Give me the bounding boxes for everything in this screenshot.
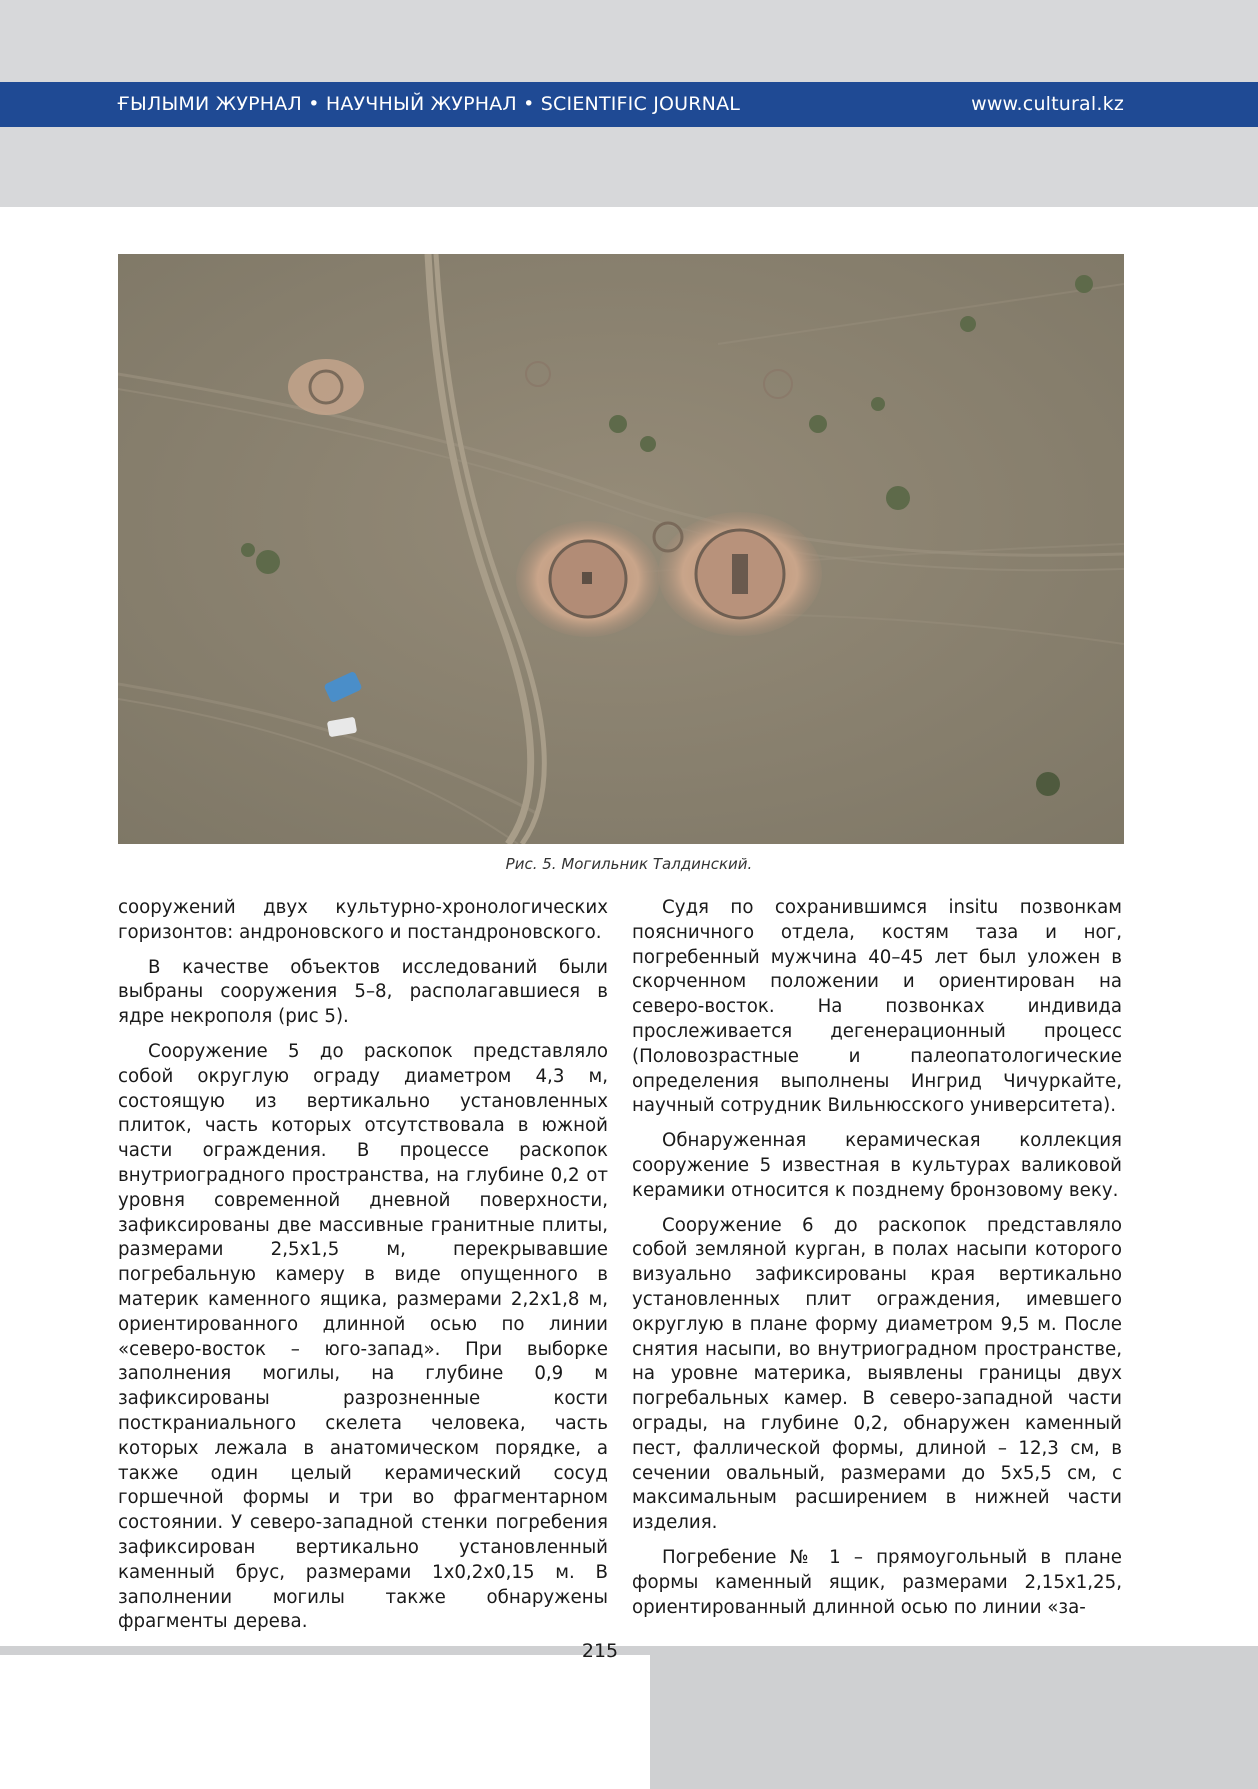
aerial-photo-figure — [118, 254, 1124, 844]
figure-caption: Рис. 5. Могильник Талдинский. — [505, 855, 753, 873]
page-number: 215 — [581, 1640, 619, 1662]
right-paragraph-1: Судя по сохранившимся insitu позвонкам поясничного отдела, костям таза и ног, погребенный мужчина 40–45 лет был уложен в скорченном положении и ориентирован на северо-восток. На позвонках индивида прослеживается дегенерационный процесс (Половозрастные и палеопатологические определения выполнены Ингрид Чичуркайте, научный сотрудник Вильнюсского университета). — [632, 897, 1122, 1117]
right-paragraph-4: Погребение № 1 – прямоугольный в плане формы каменный ящик, размерами 2,15х1,25, ориентированный длинной осью по линии «за- — [632, 1546, 1122, 1618]
right-paragraph-3: Сооружение 6 до раскопок представляло собой земляной курган, в полах насыпи которого визуально зафиксированы края вертикально установленных плит ограждения, имевшего округлую в плане форму диаметром 9,5 м. После снятия насыпи, во внутриоградном пространстве, на уровне материка, выявлены границы двух погребальных камер. В северо-западной части ограды, на глубине 0,2, обнаружен каменный пест, фаллической формы, длиной – 12,3 см, в сечении овальный, размерами до 5х5,5 см, с максимальным расширением в нижней части изделия. — [632, 1214, 1122, 1534]
footer-block — [650, 1646, 1258, 1789]
journal-website-link[interactable]: www.cultural.kz — [971, 93, 1124, 115]
left-paragraph-1: сооружений двух культурно-хронологических горизонтов: андроновского и постандроновского. — [118, 897, 608, 943]
left-paragraph-3: Сооружение 5 до раскопок представляло собой округлую ограду диаметром 4,3 м, состоящую из вертикально установленных плиток, часть которых отсутствовала в южной части ограждения. В процессе раскопок внутриоградного пространства, на глубине 0,2 от уровня современной дневной поверхности, зафиксированы две массивные гранитные плиты, размерами 2,5х1,5 м, перекрывавшие погребальную камеру в виде опущенного в материк каменного ящика, размерами 2,2х1,8 м, ориентированного длинной осью по линии «северо-восток – юго-запад». При выборке заполнения могилы, на глубине 0,9 м зафиксированы разрозненные кости посткраниального скелета человека, часть которых лежала в анатомическом порядке, а также один целый керамический сосуд горшечной формы и три во фрагментарном состоянии. У северо-западной стенки погребения зафиксирован вертикально установленный каменный брус, размерами 1х0,2х0,15 м. В заполнении могилы также обнаружены фрагменты дерева. — [118, 1040, 608, 1633]
left-text-column — [118, 896, 608, 1645]
left-paragraph-2: В качестве объектов исследований были выбраны сооружения 5–8, располагавшиеся в ядре некрополя (рис 5). — [118, 956, 608, 1028]
journal-names: ҒЫЛЫМИ ЖУРНАЛ • НАУЧНЫЙ ЖУРНАЛ • SCIENTIFIC JOURNAL — [117, 93, 741, 115]
aerial-photo — [118, 254, 1124, 844]
right-text-column — [632, 896, 1122, 1630]
journal-header-bar — [0, 82, 1258, 127]
right-paragraph-2: Обнаруженная керамическая коллекция сооружение 5 известная в культурах валиковой керамики относится к позднему бронзовому веку. — [632, 1130, 1122, 1201]
